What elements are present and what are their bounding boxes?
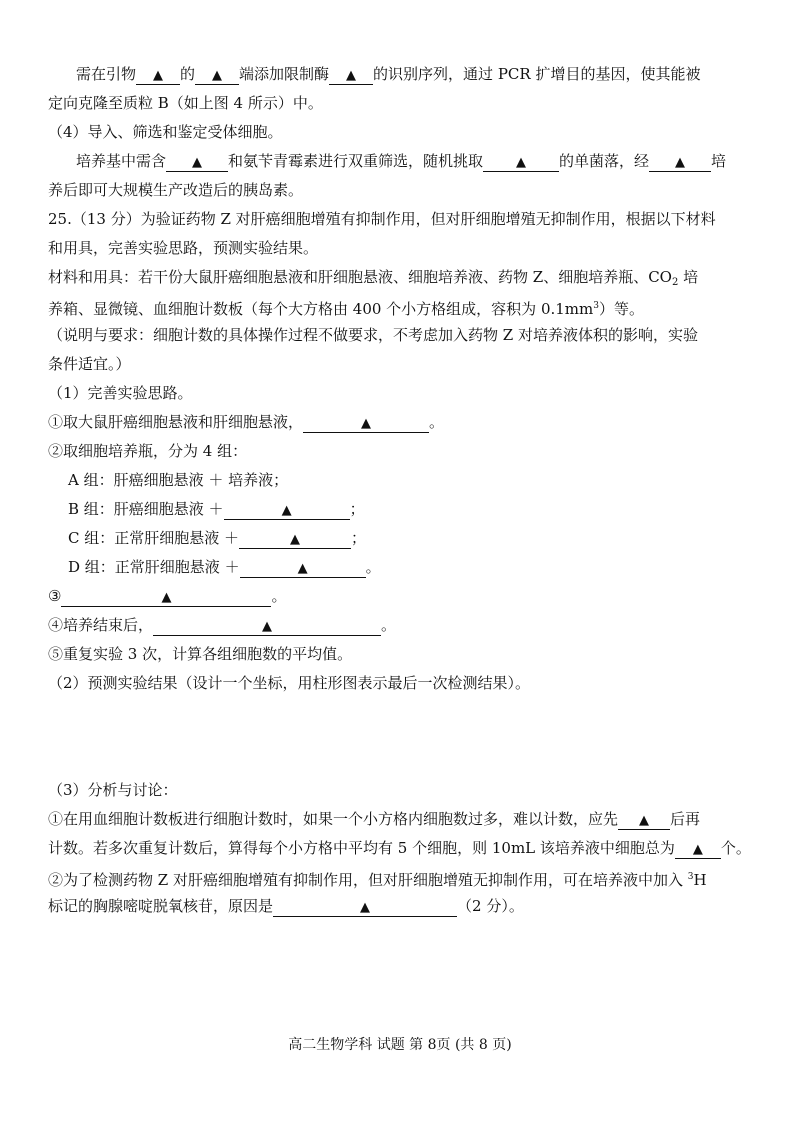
part-1-heading: （1）完善实验思路。 <box>48 384 193 402</box>
answer-blank-2[interactable] <box>195 66 239 85</box>
section-4-line-1: 培养基中需含 ▲ 和氨苄青霉素进行双重筛选，随机挑取 ▲ 的单菌落，经 ▲ 培 <box>76 152 727 170</box>
triangle-icon: ▲ <box>290 532 301 547</box>
triangle-icon: ▲ <box>361 416 372 431</box>
q25-intro-line-1: 25.（13 分）为验证药物 Z 对肝癌细胞增殖有抑制作用，但对肝细胞增殖无抑制作用，根据以下材料 <box>48 210 716 228</box>
part-3-heading: （3）分析与讨论： <box>48 781 178 799</box>
discussion-1-line-1: ①在用血细胞计数板进行细胞计数时，如果一个小方格内细胞数过多，难以计数，应先 ▲ 后再 <box>48 810 701 828</box>
part-2-heading: （2）预测实验结果（设计一个坐标，用柱形图表示最后一次检测结果）。 <box>48 674 531 692</box>
answer-blank-step4[interactable] <box>153 617 381 636</box>
primer-line-1: 需在引物 ▲ 的 ▲ 端添加限制酶 ▲ 的识别序列，通过 PCR 扩增目的基因，使其能被 <box>76 65 701 83</box>
discussion-2-line-1: ②为了检测药物 Z 对肝癌细胞增殖有抑制作用，但对肝细胞增殖无抑制作用，可在培养液中加入 $^3$H <box>48 871 707 889</box>
triangle-icon: ▲ <box>153 68 164 83</box>
step-2: ②取细胞培养瓶，分为 4 组： <box>48 442 248 460</box>
group-a: A 组：肝癌细胞悬液 ＋ 培养液； <box>68 471 289 489</box>
discussion-1-line-2: 计数。若多次重复计数后，算得每个小方格中平均有 5 个细胞，则 10mL 该培养液中细胞总为 ▲ 个。 <box>48 839 751 857</box>
answer-blank-step3[interactable] <box>61 588 271 607</box>
answer-blank-5[interactable] <box>483 153 559 172</box>
triangle-icon: ▲ <box>212 68 223 83</box>
section-4-heading: （4）导入、筛选和鉴定受体细胞。 <box>48 123 283 141</box>
triangle-icon: ▲ <box>516 155 527 170</box>
primer-line-2: 定向克隆至质粒 B（如上图 4 所示）中。 <box>48 94 323 112</box>
triangle-icon: ▲ <box>192 155 203 170</box>
materials-line-2: 养箱、显微镜、血细胞计数板（每个大方格由 400 个小方格组成，容积为 $0.1mm^3$）等。 <box>48 300 644 318</box>
answer-blank-6[interactable] <box>649 153 711 172</box>
triangle-icon: ▲ <box>692 842 703 857</box>
answer-blank-3[interactable] <box>329 66 373 85</box>
triangle-icon: ▲ <box>346 68 357 83</box>
discussion-2-line-2: 标记的胸腺嘧啶脱氧核苷，原因是 ▲ （2 分）。 <box>48 897 524 915</box>
answer-blank-d1b[interactable] <box>675 840 721 859</box>
answer-blank-step1[interactable] <box>303 414 429 433</box>
note-line-2: 条件适宜。） <box>48 355 131 373</box>
answer-blank-group-b[interactable] <box>224 501 350 520</box>
materials-line-1: 材料和用具：若干份大鼠肝癌细胞悬液和肝细胞悬液、细胞培养液、药物 Z、细胞培养瓶、$CO_2$ 培 <box>48 268 699 288</box>
note-line-1: （说明与要求：细胞计数的具体操作过程不做要求，不考虑加入药物 Z 对培养液体积的影响，实验 <box>48 326 698 344</box>
q25-intro-line-2: 和用具，完善实验思路，预测实验结果。 <box>48 239 319 257</box>
answer-blank-4[interactable] <box>166 153 228 172</box>
answer-blank-group-d[interactable] <box>240 559 366 578</box>
triangle-icon: ▲ <box>262 619 273 634</box>
step-4: ④培养结束后， ▲ 。 <box>48 616 397 634</box>
step-1: ①取大鼠肝癌细胞悬液和肝细胞悬液， ▲ 。 <box>48 413 445 431</box>
group-b: B 组：肝癌细胞悬液 ＋ ▲ ； <box>68 500 365 518</box>
page-footer: 高二生物学科 试题 第 8页 (共 8 页) <box>288 1037 512 1053</box>
step-5: ⑤重复实验 3 次，计算各组细胞数的平均值。 <box>48 645 353 663</box>
answer-blank-1[interactable] <box>136 66 180 85</box>
triangle-icon: ▲ <box>161 590 172 605</box>
triangle-icon: ▲ <box>281 503 292 518</box>
step-3: ③ ▲ 。 <box>48 587 287 605</box>
group-d: D 组：正常肝细胞悬液 ＋ ▲ 。 <box>68 558 381 576</box>
triangle-icon: ▲ <box>675 155 686 170</box>
answer-blank-d1a[interactable] <box>618 811 670 830</box>
answer-blank-d2[interactable] <box>273 898 457 917</box>
triangle-icon: ▲ <box>297 561 308 576</box>
triangle-icon: ▲ <box>639 813 650 828</box>
answer-blank-group-c[interactable] <box>239 530 351 549</box>
section-4-line-2: 养后即可大规模生产改造后的胰岛素。 <box>48 181 304 199</box>
triangle-icon: ▲ <box>360 900 371 915</box>
group-c: C 组：正常肝细胞悬液 ＋ ▲ ； <box>68 529 367 547</box>
